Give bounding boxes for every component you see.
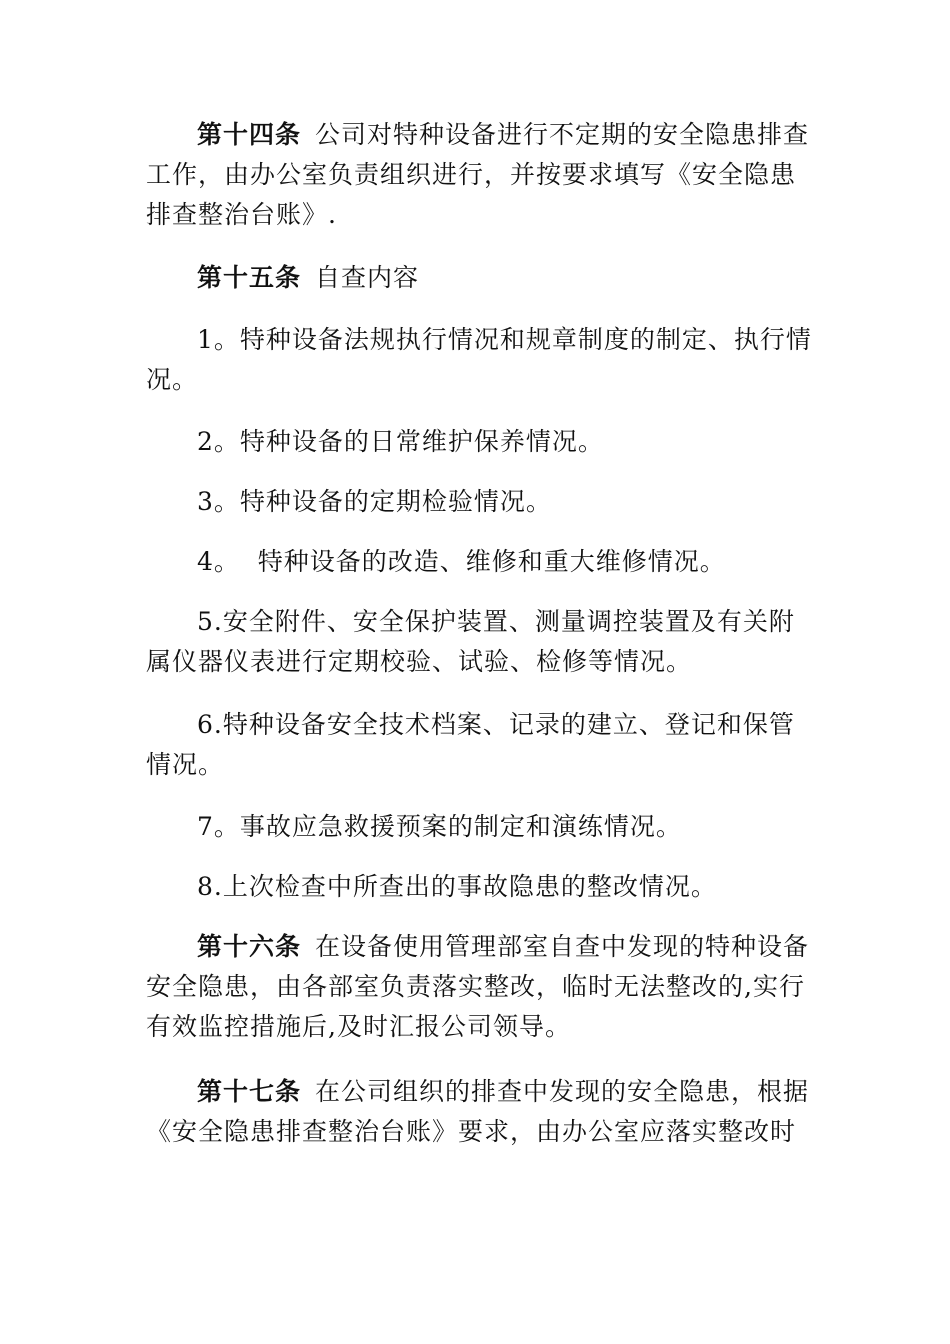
article-14-line-2: 工作，由办公室负责组织进行，并按要求填写《安全隐患 [146, 160, 797, 189]
item-1 [146, 320, 812, 400]
item-2 [146, 422, 806, 462]
article-16-title: 第十六条 [197, 932, 302, 961]
article-15-text: 自查内容 [315, 263, 420, 292]
article-15-title: 第十五条 [197, 263, 302, 292]
article-17-text-1: 在公司组织的排查中发现的安全隐患，根据 [315, 1077, 810, 1106]
item-1-line-2: 况。 [146, 365, 199, 394]
article-15 [146, 258, 806, 298]
item-5 [146, 602, 806, 682]
item-5-line-2: 属仪器仪表进行定期校验、试验、检修等情况。 [146, 647, 693, 676]
article-16-line-2: 安全隐患，由各部室负责落实整改，临时无法整改的,实行 [146, 972, 805, 1001]
article-16-line-3: 有效监控措施后,及时汇报公司领导。 [146, 1012, 571, 1041]
item-8 [146, 867, 806, 907]
article-14-text-1: 公司对特种设备进行不定期的安全隐患排查 [315, 120, 810, 149]
item-3-line-1: 3。特种设备的定期检验情况。 [197, 487, 552, 516]
article-16-text-1: 在设备使用管理部室自查中发现的特种设备 [315, 932, 810, 961]
article-14-title: 第十四条 [197, 120, 302, 149]
item-1-line-1: 1。特种设备法规执行情况和规章制度的制定、执行情 [197, 325, 812, 354]
article-14 [146, 115, 810, 235]
item-7-line-1: 7。事故应急救援预案的制定和演练情况。 [197, 812, 682, 841]
item-5-line-1: 5.安全附件、安全保护装置、测量调控装置及有关附 [197, 607, 795, 636]
article-15-line-1 [146, 258, 806, 298]
article-17 [146, 1072, 810, 1152]
item-8-line-1: 8.上次检查中所查出的事故隐患的整改情况。 [197, 872, 717, 901]
item-6 [146, 705, 806, 785]
article-16-line-1 [146, 927, 810, 967]
article-14-line-3: 排查整治台账》. [146, 200, 337, 229]
item-2-line-1: 2。特种设备的日常维护保养情况。 [197, 427, 604, 456]
article-17-line-1 [146, 1072, 810, 1112]
article-14-line-1 [146, 115, 810, 155]
item-6-line-1: 6.特种设备安全技术档案、记录的建立、登记和保管 [197, 710, 795, 739]
item-4-line-1: 4。 特种设备的改造、维修和重大维修情况。 [197, 547, 726, 576]
item-3 [146, 482, 806, 522]
item-6-line-2: 情况。 [146, 750, 225, 779]
item-7 [146, 807, 806, 847]
article-17-line-2: 《安全隐患排查整治台账》要求，由办公室应落实整改时 [146, 1117, 797, 1146]
article-17-title: 第十七条 [197, 1077, 302, 1106]
article-16 [146, 927, 810, 1047]
item-4 [146, 542, 806, 582]
